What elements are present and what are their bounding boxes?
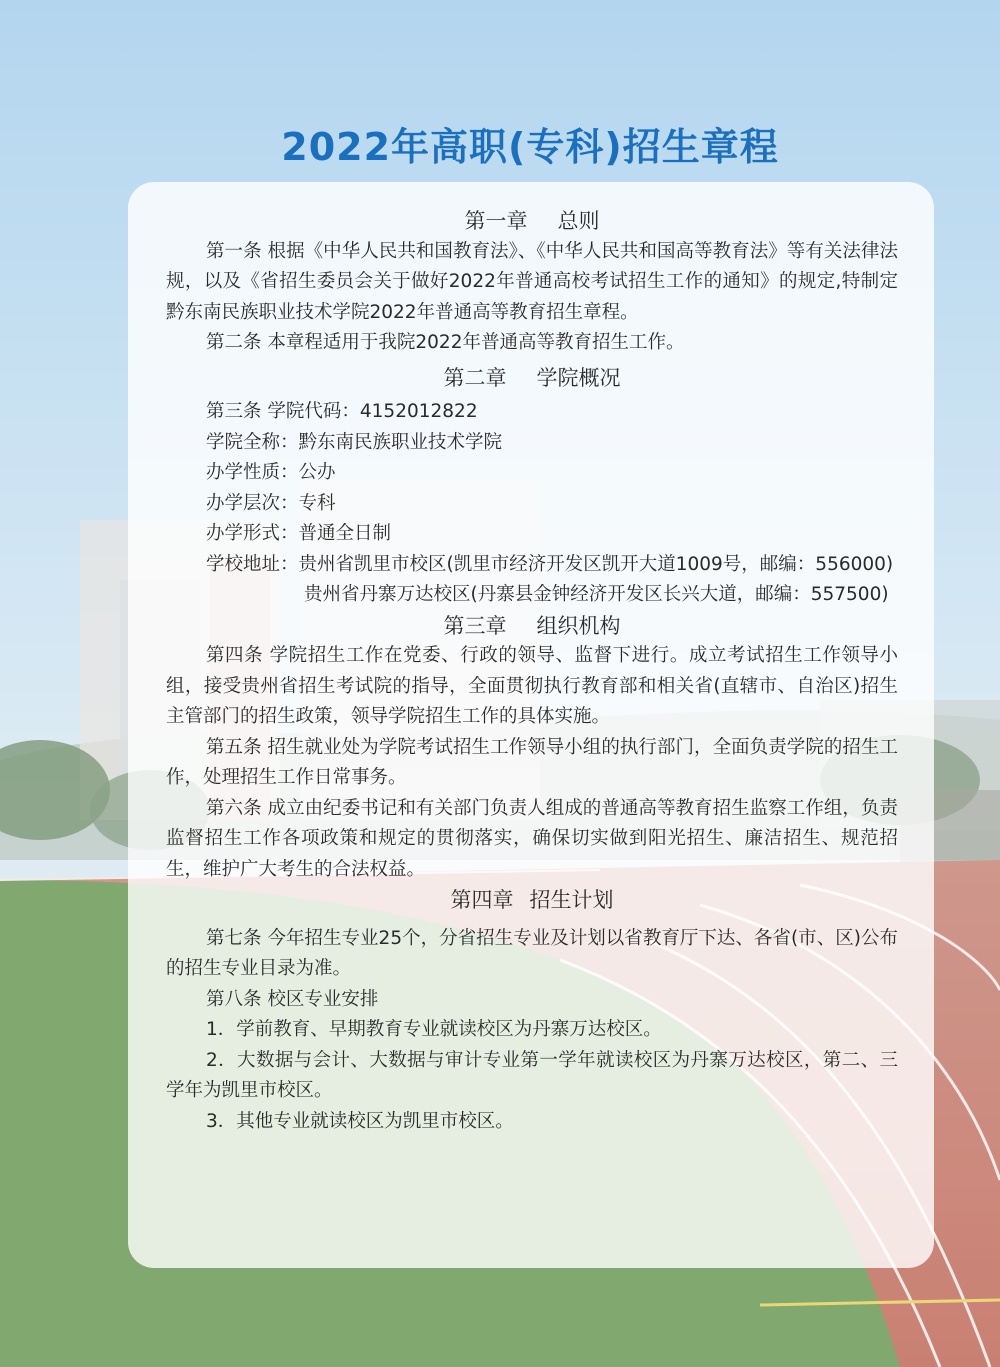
info-form: 办学形式：普通全日制 (206, 523, 392, 544)
chapter-4-heading: 第四章 招生计划 (450, 888, 614, 912)
list-item-3: 3．其他专业就读校区为凯里市校区。 (206, 1110, 514, 1132)
info-nature: 办学性质：公办 (206, 462, 336, 483)
article-6: 第六条 成立由纪委书记和有关部门负责人组成的普通高等教育招生监察工作组，负责监督招生工作各项政策和规定的贯彻落实，确保切实做到阳光招生、廉洁招生、规范招生，维护广大考生的合法权益。 (166, 797, 898, 880)
info-address-1: 学校地址：贵州省凯里市校区(凯里市经济开发区凯开大道1009号，邮编：556000) (206, 553, 894, 575)
list-item-1: 1．学前教育、早期教育专业就读校区为丹寨万达校区。 (206, 1019, 662, 1040)
info-fullname: 学院全称：黔东南民族职业技术学院 (206, 431, 503, 453)
article-5: 第五条 招生就业处为学院考试招生工作领导小组的执行部门，全面负责学院的招生工作，处理招生工作日常事务。 (166, 736, 898, 788)
article-1: 第一条 根据《中华人民共和国教育法》、《中华人民共和国高等教育法》等有关法律法规，以及《省招生委员会关于做好2022年普通高校考试招生工作的通知》的规定,特制定黔东南民族职业技术学院2022年普通高等教育招生章程。 (166, 240, 898, 323)
article-8: 第八条 校区专业安排 (206, 988, 379, 1010)
content-body (166, 206, 898, 1137)
article-7: 第七条 今年招生专业25个，分省招生专业及计划以省教育厅下达、各省(市、区)公布的招生专业目录为准。 (166, 927, 898, 979)
info-address-2: 贵州省丹寨万达校区(丹寨县金钟经济开发区长兴大道，邮编：557500) (304, 584, 889, 605)
list-item-2: 2．大数据与会计、大数据与审计专业第一学年就读校区为丹寨万达校区，第二、三学年为凯里市校区。 (166, 1049, 898, 1101)
chapter-3-heading: 第三章 组织机构 (443, 613, 621, 638)
article-2: 第二条 本章程适用于我院2022年普通高等教育招生工作。 (206, 332, 685, 353)
info-level: 办学层次：专科 (206, 492, 336, 514)
page-title: 2022年高职(专科)招生章程 (281, 125, 779, 169)
article-3: 第三条 学院代码：4152012822 (206, 401, 478, 422)
chapter-2-heading: 第二章 学院概况 (443, 365, 621, 390)
chapter-1-heading: 第一章 总则 (464, 209, 600, 233)
article-4: 第四条 学院招生工作在党委、行政的领导、监督下进行。成立考试招生工作领导小组，接受贵州省招生考试院的指导，全面贯彻执行教育部和相关省(直辖市、自治区)招生主管部门的招生政策，领导学院招生工作的具体实施。 (166, 645, 898, 727)
